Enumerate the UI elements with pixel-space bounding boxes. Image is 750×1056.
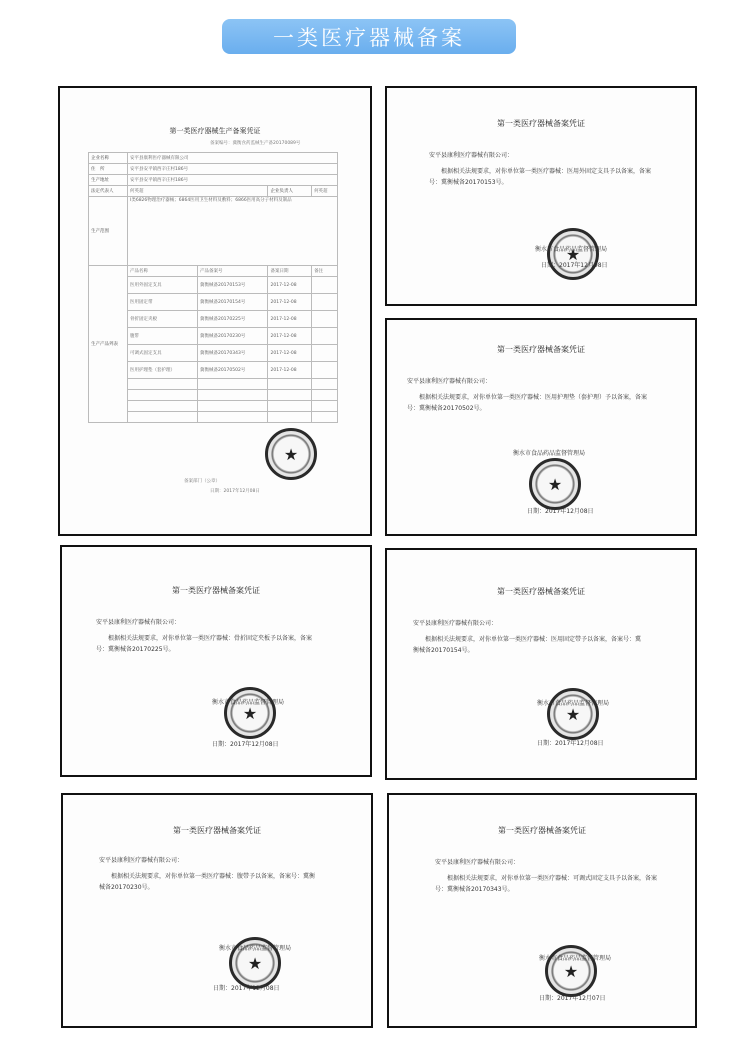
certificate-body: 根据相关法规要求，对你单位第一类医疗器械：医用固定带予以备案，备案号：冀衡械备20170154号。 [413, 636, 642, 654]
certificate-title: 第一类医疗器械备案凭证 [173, 826, 261, 835]
row-value: 何英超 [312, 186, 338, 197]
table-row: 骨折固定夹板 冀衡械备20170225号 2017-12-08 [89, 311, 338, 328]
certificate-date: 日期：2017年12月08日 [541, 262, 608, 269]
certificate-company: 安平县康利医疗器械有限公司： [413, 620, 498, 627]
product-header: 产品备案号 [197, 266, 268, 277]
certificate-title: 第一类医疗器械备案凭证 [497, 345, 585, 354]
product-list-label: 生产产品列表 [89, 266, 128, 423]
certificate-date: 日期：2017年12月08日 [537, 740, 604, 747]
certificate-filing [60, 545, 372, 777]
certificate-production-filing [58, 86, 372, 536]
row-value: 何英超 [128, 186, 268, 197]
official-seal [547, 688, 599, 740]
certificate-company: 安平县康利医疗器械有限公司： [429, 152, 514, 159]
certificate-title: 第一类医疗器械备案凭证 [172, 586, 260, 595]
certificate-table [88, 152, 338, 423]
row-label: 生产地址 [89, 175, 128, 186]
row-label: 企业负责人 [268, 186, 312, 197]
banner-title: 一类医疗器械备案 [273, 25, 465, 50]
table-row: 可调式固定支具 冀衡械备20170343号 2017-12-08 [89, 345, 338, 362]
certificate-company: 安平县康利医疗器械有限公司： [96, 619, 181, 626]
certificate-date: 日期：2017年12月08日 [210, 489, 260, 494]
certificate-agency: 衡水市食品药品监督管理局 [535, 246, 608, 253]
certificate-filing [61, 793, 373, 1028]
certificate-agency: 衡水市食品药品监督管理局 [219, 945, 292, 952]
certificate-company: 安平县康利医疗器械有限公司： [435, 859, 520, 866]
row-label: 住 所 [89, 164, 128, 175]
certificate-date: 日期：2017年12月08日 [212, 741, 279, 748]
certificate-date: 日期：2017年12月08日 [213, 985, 280, 992]
table-row: 医用固定带 冀衡械备20170154号 2017-12-08 [89, 294, 338, 311]
certificate-body: 根据相关法规要求，对你单位第一类医疗器械：医用护理垫（套护理）予以备案，备案号：冀衡械备20170502号。 [407, 394, 648, 412]
certificate-date: 日期：2017年12月07日 [539, 995, 606, 1002]
official-seal [224, 687, 276, 739]
row-value: 安平县康利医疗器械有限公司 [128, 153, 338, 164]
certificate-filing [387, 793, 697, 1028]
table-row: 医用外固定支具 冀衡械备20170153号 2017-12-08 [89, 277, 338, 294]
certificate-title: 第一类医疗器械生产备案凭证 [169, 127, 261, 135]
certificate-number: 备案编号：冀衡食药监械生产备20170089号 [210, 141, 301, 146]
page-banner [222, 19, 516, 54]
official-seal [529, 458, 581, 510]
row-value: 安平县安平镇西辛庄村186号 [128, 164, 338, 175]
certificate-agency: 衡水市食品药品监督管理局 [539, 955, 612, 962]
certificate-title: 第一类医疗器械备案凭证 [498, 826, 586, 835]
row-label: 法定代表人 [89, 186, 128, 197]
certificate-body: 根据相关法规要求，对你单位第一类医疗器械：医用外固定支具予以备案，备案号：冀衡械备20170153号。 [429, 168, 652, 186]
certificate-company: 安平县康利医疗器械有限公司： [407, 378, 492, 385]
product-header: 备注 [312, 266, 338, 277]
official-seal [265, 428, 317, 480]
certificate-title: 第一类医疗器械备案凭证 [497, 119, 585, 128]
certificate-agency: 衡水市食品药品监督管理局 [537, 700, 610, 707]
certificate-footer: 备案部门（公章） [184, 479, 220, 484]
certificate-date: 日期：2017年12月08日 [527, 508, 594, 515]
certificate-agency: 衡水市食品药品监督管理局 [212, 699, 285, 706]
row-label: 生产范围 [89, 197, 128, 266]
certificate-agency: 衡水市食品药品监督管理局 [513, 450, 586, 457]
product-header: 产品名称 [128, 266, 198, 277]
table-row: 医用护理垫（套护理） 冀衡械备20170502号 2017-12-08 [89, 362, 338, 379]
certificate-body: 根据相关法规要求，对你单位第一类医疗器械：腹带予以备案，备案号：冀衡械备20170230号。 [99, 873, 316, 891]
product-header: 备案日期 [268, 266, 312, 277]
certificate-filing [385, 548, 697, 780]
row-value: I类6826物理治疗器械；6864医用卫生材料及敷料；6866医用高分子材料及制品 [128, 197, 338, 266]
row-value: 安平县安平镇西辛庄村186号 [128, 175, 338, 186]
certificate-body: 根据相关法规要求，对你单位第一类医疗器械：骨折固定夹板予以备案，备案号：冀衡械备20170225号。 [96, 635, 313, 653]
certificate-filing [385, 318, 697, 536]
certificate-title: 第一类医疗器械备案凭证 [497, 587, 585, 596]
certificate-body: 根据相关法规要求，对你单位第一类医疗器械：可调式固定支具予以备案，备案号：冀衡械备20170343号。 [435, 875, 658, 893]
row-label: 企业名称 [89, 153, 128, 164]
table-row: 腹带 冀衡械备20170230号 2017-12-08 [89, 328, 338, 345]
certificate-company: 安平县康利医疗器械有限公司： [99, 857, 184, 864]
certificate-filing [385, 86, 697, 306]
